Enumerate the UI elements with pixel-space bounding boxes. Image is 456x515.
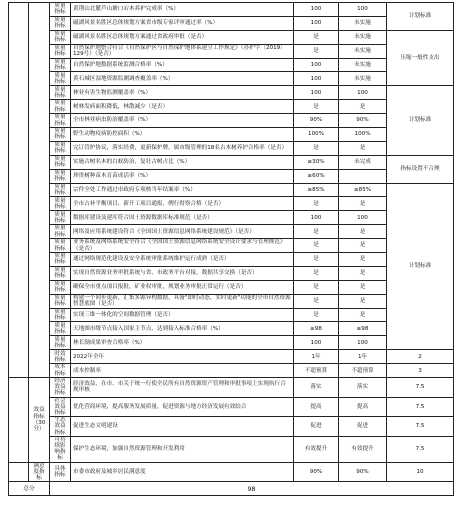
indicator-name: 保护生态环境，加强自然资源管理和开发利用	[71, 436, 294, 462]
target-value: 100	[294, 72, 339, 86]
indicator-category: 质量指标	[50, 128, 71, 142]
actual-value: 是	[339, 141, 387, 155]
score-value: 7.5	[387, 436, 454, 462]
table-row	[9, 364, 454, 378]
actual-value: 1年	[339, 350, 387, 364]
total-label: 总分	[9, 482, 50, 496]
indicator-name: 实现三维一体化的空间数据管理（是否）	[71, 308, 294, 322]
target-value: 是	[294, 280, 339, 294]
benefit-spacer	[9, 378, 29, 463]
actual-value: 100	[339, 86, 387, 100]
indicator-category: 质量指标	[50, 336, 71, 350]
actual-value: 是	[339, 308, 387, 322]
indicator-name: 磁湖风景名胜区总体规划方案通过省政府审批（是否）	[71, 30, 294, 44]
score-value: 2	[387, 350, 454, 364]
target-value: ≥30%	[294, 155, 339, 169]
table-row	[9, 417, 454, 437]
indicator-category: 质量指标	[50, 141, 71, 155]
actual-value: 未实施	[339, 30, 387, 44]
target-value: 是	[294, 197, 339, 211]
target-value: ≥85%	[294, 183, 339, 197]
indicator-category: 质量指标	[50, 58, 71, 72]
indicator-name: 市委市政府及城乡居民满意度	[71, 462, 294, 482]
actual-value: 是	[339, 100, 387, 114]
indicator-category: 质量指标	[50, 239, 71, 253]
target-value: 100	[294, 3, 339, 17]
actual-value: 100	[339, 3, 387, 17]
satisfaction-spacer	[9, 462, 29, 482]
target-value: 是	[294, 225, 339, 239]
indicator-name: 数据库建设及建库符合国土资源数据库标准规范（是否）	[71, 211, 294, 225]
table-row	[9, 86, 454, 100]
indicator-name: 业务系统及网络系统安全符合《全国国土资源信息网络系统安全设计要求与管理规范》（是否）	[71, 239, 294, 253]
indicator-category: 质量指标	[50, 225, 71, 239]
actual-value: 是	[339, 239, 387, 253]
indicator-category: 质量指标	[50, 253, 71, 267]
indicator-category: 可持续影响指标	[50, 436, 71, 462]
indicator-category: 质量指标	[50, 16, 71, 30]
target-value: 1年	[294, 350, 339, 364]
actual-value: 100%	[339, 128, 387, 142]
indicator-name: 磁湖风景名胜区总体规划方案省市级专家评审通过率（%）	[71, 16, 294, 30]
indicator-name: 促进生态文明建设	[71, 417, 294, 437]
indicator-category: 质量指标	[50, 280, 71, 294]
actual-value: 未实施	[339, 58, 387, 72]
indicator-name: 全市占补平衡项目，新开工项目通报，例行督察合格（是否）	[71, 197, 294, 211]
actual-value: 提高	[339, 397, 387, 417]
actual-value: 落实	[339, 378, 387, 398]
indicator-category: 质量指标	[50, 294, 71, 308]
indicator-name: 天地图市级节点接入国家主节点，达到接入标准合格率（%）	[71, 322, 294, 336]
score-value: 7.5	[387, 397, 454, 417]
indicator-category: 质量指标	[50, 266, 71, 280]
score-value: 10	[387, 462, 454, 482]
target-value: 是	[294, 239, 339, 253]
deviation-note: 计划标准	[387, 86, 454, 155]
indicator-name: 2022年全年	[71, 350, 294, 364]
indicator-name: 全市林业病虫防治覆盖率（%）	[71, 114, 294, 128]
target-value: 90%	[294, 462, 339, 482]
score-value: 3	[387, 364, 454, 378]
target-value: 是	[294, 308, 339, 322]
target-value: 是	[294, 294, 339, 308]
table-row	[9, 350, 454, 364]
indicator-name: 珍贵树种苗木育苗成活率（%）	[71, 169, 294, 183]
indicator-name: 林业有害生物监测覆盖率（%）	[71, 86, 294, 100]
actual-value: 未完成	[339, 155, 387, 169]
indicator-name: 实现自然资源业务审批系统与省、市政务平台对接，数据共享交换（是否）	[71, 266, 294, 280]
indicator-name: 成本控制率	[71, 364, 294, 378]
actual-value: 促进	[339, 417, 387, 437]
score-value: 7.5	[387, 378, 454, 398]
target-value: 提高	[294, 397, 339, 417]
actual-value: 未实施	[339, 44, 387, 58]
actual-value: 90%	[339, 462, 387, 482]
indicator-name: 野生动物疫病防控面积（%）	[71, 128, 294, 142]
table-row	[9, 155, 454, 169]
table-row	[9, 3, 454, 17]
indicator-name: 自然保护地数据系统监测合格率（%）	[71, 58, 294, 72]
actual-value: 是	[339, 253, 387, 267]
indicator-name: 通过网络规范化建设及安全系统审批系统维护运行成熟（是否）	[71, 253, 294, 267]
benefit-group-label: 效益指标（30分）	[29, 378, 50, 463]
indicator-name: 优化营商环境，提高服务发展质量，促进资源与地方经济发展有效结合	[71, 397, 294, 417]
deviation-note: 指标设置不合理	[387, 155, 454, 183]
actual-value: 90%	[339, 114, 387, 128]
total-value: 98	[50, 482, 454, 496]
total-row	[9, 482, 454, 496]
target-value: 100%	[294, 128, 339, 142]
target-value: 100	[294, 211, 339, 225]
actual-value: ≥85%	[339, 183, 387, 197]
actual-value: 未实施	[339, 16, 387, 30]
target-value: 是	[294, 253, 339, 267]
score-value: 7.5	[387, 417, 454, 437]
actual-value: 是	[339, 280, 387, 294]
table-row	[9, 462, 454, 482]
satisfaction-group-label: 满意度指标	[29, 462, 50, 482]
table-row	[9, 183, 454, 197]
indicator-name: 黄荆山北麓芦山塘口宕木养护完成率（%）	[71, 3, 294, 17]
target-value: 落实	[294, 378, 339, 398]
target-value: ≥60%	[294, 169, 339, 183]
target-value: 不超预算	[294, 364, 339, 378]
indicator-category: 质量指标	[50, 114, 71, 128]
indicator-name: 网络及应用系统建设符合《全国国土资源信息网络系统建设规范》（是否）	[71, 225, 294, 239]
target-value: 90%	[294, 114, 339, 128]
indicator-category: 成本指标	[50, 364, 71, 378]
indicator-category: 生态效益指标	[50, 417, 71, 437]
indicator-category: 质量指标	[50, 322, 71, 336]
target-value: 是	[294, 266, 339, 280]
indicator-category: 质量指标	[50, 3, 71, 17]
deviation-note: 计划标准	[387, 3, 454, 31]
indicator-category: 质量指标	[50, 183, 71, 197]
indicator-category: 具体指标	[50, 462, 71, 482]
actual-value: 是	[339, 225, 387, 239]
indicator-name: 林长制成果审查合格率（%）	[71, 336, 294, 350]
target-value: 是	[294, 100, 339, 114]
actual-value: 是	[339, 266, 387, 280]
indicator-name: 实施古树名木的白蚁防治，复壮古树占比（%）	[71, 155, 294, 169]
target-value: 100	[294, 86, 339, 100]
indicator-name: 确保全市重点项目报批，矿业权审批，规划业务审批正常运行（是否）	[71, 280, 294, 294]
indicator-name: 完订管护协议，落实经费，更新保护牌，属市级管理的18名古木树养护合格率（是否）	[71, 141, 294, 155]
indicator-name: 经济效益，在市、市关于统一行使全民所有自然资源资产管理和审批事项上实现执行合规审核	[71, 378, 294, 398]
deviation-note: 计划标准	[387, 183, 454, 350]
indicator-name: 树林发病面积降低，林散减少（是否）	[71, 100, 294, 114]
indicator-name: 宗件全处工作通过市政府专项核当年结案率（%）	[71, 183, 294, 197]
output-group-cell-a	[9, 3, 29, 378]
target-value: 是	[294, 44, 339, 58]
indicator-category: 质量指标	[50, 211, 71, 225]
actual-value: ≥98	[339, 322, 387, 336]
table-row	[9, 436, 454, 462]
target-value: 有效提升	[294, 436, 339, 462]
actual-value: 是	[339, 197, 387, 211]
actual-value	[339, 169, 387, 183]
actual-value: 有效提升	[339, 436, 387, 462]
deviation-note: 压缩一般性支出	[387, 30, 454, 86]
indicator-category: 质量指标	[50, 100, 71, 114]
indicator-category: 质量指标	[50, 30, 71, 44]
indicator-category: 质量指标	[50, 44, 71, 58]
target-value: 100	[294, 16, 339, 30]
target-value: 100	[294, 58, 339, 72]
indicator-category: 社会效益指标	[50, 397, 71, 417]
indicator-category: 质量指标	[50, 169, 71, 183]
indicator-category: 质量指标	[50, 72, 71, 86]
indicator-category: 质量指标	[50, 308, 71, 322]
indicator-category: 质量指标	[50, 155, 71, 169]
actual-value: 不超预算	[339, 364, 387, 378]
indicator-category: 质量指标	[50, 86, 71, 100]
table-row	[9, 397, 454, 417]
target-value: 是	[294, 141, 339, 155]
target-value: ≥98	[294, 322, 339, 336]
actual-value: 100	[339, 336, 387, 350]
output-group-cell-b	[29, 3, 50, 378]
indicator-name: 构建一个同步更新，汇集多源异构数据，具备"即时动态，实时更新"功能的全市自然资源智慧底图（是否）	[71, 294, 294, 308]
indicator-name: 黄石城区湿地资源监测调查覆盖率（%）	[71, 72, 294, 86]
target-value: 是	[294, 30, 339, 44]
indicator-name: 自然保护地整合符合《自然保护区与自然保护地体系建立工作规定》（办护字〔2019〕129号）（是否）	[71, 44, 294, 58]
target-value: 100	[294, 336, 339, 350]
table-row	[9, 30, 454, 44]
actual-value: 是	[339, 294, 387, 308]
table-row	[9, 378, 454, 398]
actual-value: 未实施	[339, 72, 387, 86]
target-value: 促进	[294, 417, 339, 437]
performance-table	[8, 2, 454, 496]
indicator-category: 经济效益指标	[50, 378, 71, 398]
indicator-category: 质量指标	[50, 197, 71, 211]
indicator-category: 时效指标	[50, 350, 71, 364]
actual-value: 100	[339, 211, 387, 225]
